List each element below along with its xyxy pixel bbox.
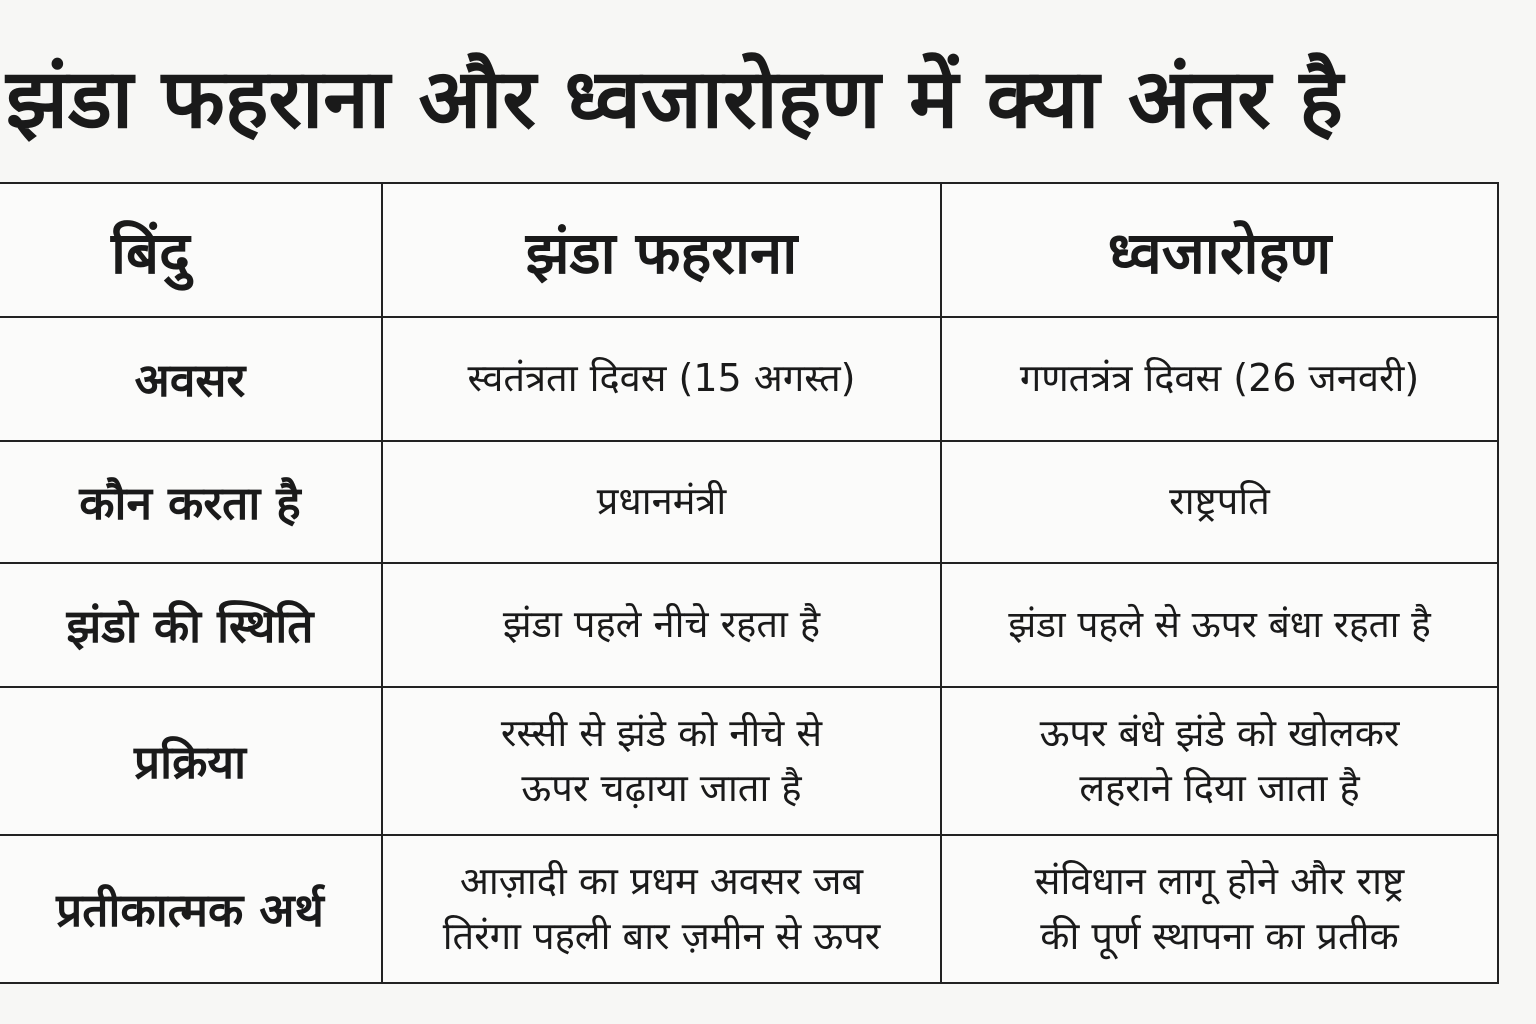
table-cell bbox=[941, 687, 1498, 835]
row-label-symbolic-meaning: प्रतीकात्मक अर्थ bbox=[0, 835, 382, 983]
cell-text-line: संविधान लागू होने और राष्ट्र bbox=[1034, 858, 1405, 903]
cell-text-line: लहराने दिया जाता है bbox=[1079, 766, 1360, 810]
row-label-flag-position: झंडो की स्थिति bbox=[0, 563, 382, 687]
cell-text-line: झंडा पहले नीचे रहता है bbox=[502, 602, 821, 647]
row-label-process: प्रक्रिया bbox=[0, 687, 382, 835]
column-header-point: बिंदु bbox=[0, 183, 382, 317]
table-row bbox=[0, 441, 1498, 563]
cell-text-line: राष्ट्रपति bbox=[1169, 479, 1270, 524]
cell-text-line: प्रधानमंत्री bbox=[596, 479, 727, 524]
table-row bbox=[0, 687, 1498, 835]
comparison-table bbox=[0, 182, 1499, 984]
cell-text-line: गणतत्रंत्र दिवस (26 जनवरी) bbox=[1019, 356, 1420, 401]
table-cell bbox=[941, 563, 1498, 687]
column-header-flag-unfurling: ध्वजारोहण bbox=[941, 183, 1498, 317]
table-cell bbox=[941, 441, 1498, 563]
cell-text-line: आज़ादी का प्रधम अवसर जब bbox=[459, 858, 864, 903]
table-cell bbox=[382, 687, 941, 835]
page-title: झंडा फहराना और ध्वजारोहण में क्या अंतर है bbox=[6, 52, 1343, 147]
cell-text-line: झंडा पहले से ऊपर बंधा रहता है bbox=[1008, 603, 1431, 647]
cell-text-line: तिरंगा पहली बार ज़मीन से ऊपर bbox=[442, 914, 881, 958]
column-header-flag-hoisting: झंडा फहराना bbox=[382, 183, 941, 317]
cell-text-line: ऊपर बंधे झंडे को खोलकर bbox=[1039, 710, 1400, 755]
table-cell bbox=[382, 441, 941, 563]
table-row bbox=[0, 317, 1498, 441]
table-cell bbox=[382, 317, 941, 441]
cell-text-line: स्वतंत्रता दिवस (15 अगस्त) bbox=[467, 356, 856, 401]
row-label-who: कौन करता है bbox=[0, 441, 382, 563]
table-row bbox=[0, 835, 1498, 983]
cell-text-line: की पूर्ण स्थापना का प्रतीक bbox=[1040, 914, 1399, 958]
table-cell bbox=[941, 835, 1498, 983]
table-cell bbox=[941, 317, 1498, 441]
cell-text-line: ऊपर चढ़ाया जाता है bbox=[521, 766, 802, 810]
cell-text-line: रस्सी से झंडे को नीचे से bbox=[500, 710, 823, 755]
table-cell bbox=[382, 835, 941, 983]
row-label-occasion: अवसर bbox=[0, 317, 382, 441]
table-cell bbox=[382, 563, 941, 687]
table-header-row bbox=[0, 183, 1498, 317]
table-row bbox=[0, 563, 1498, 687]
